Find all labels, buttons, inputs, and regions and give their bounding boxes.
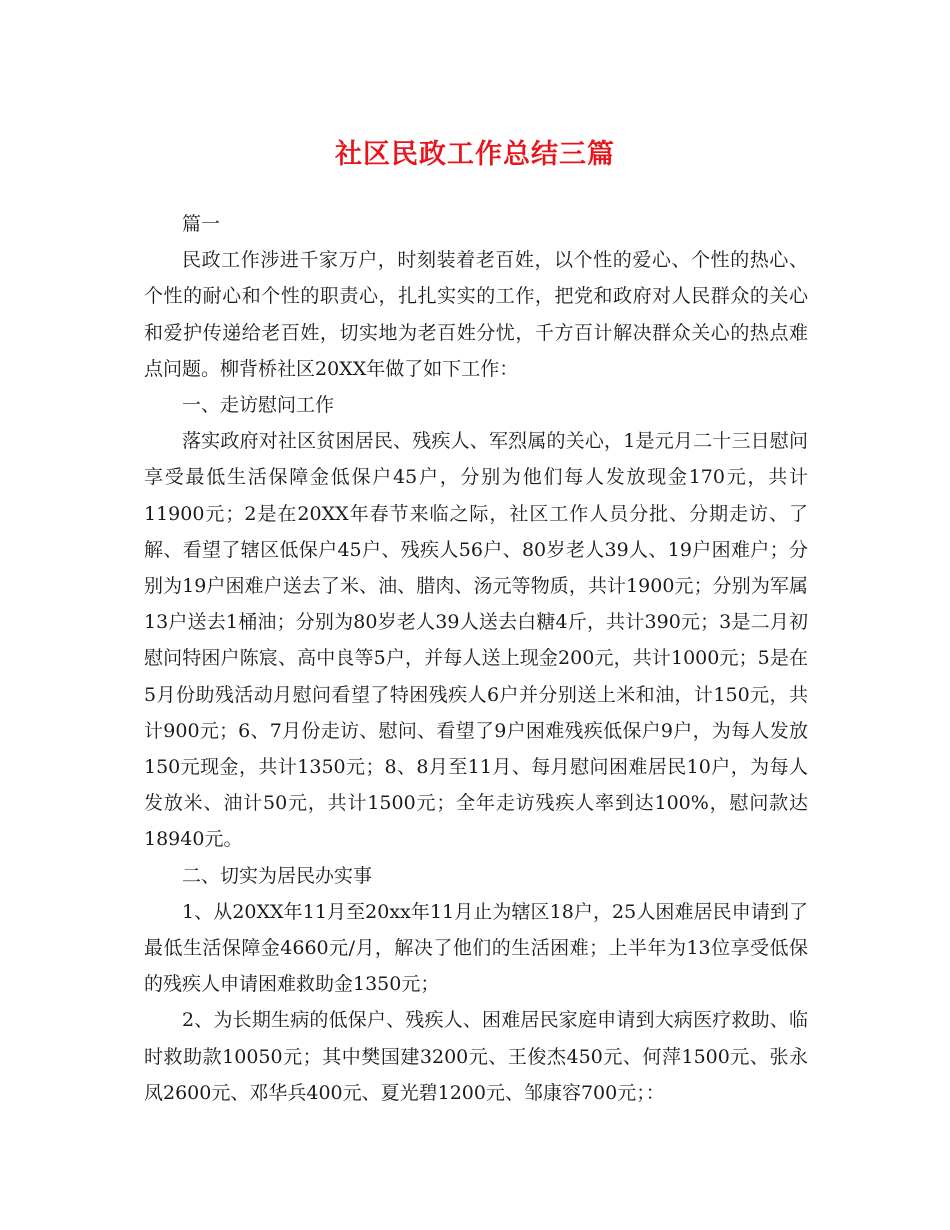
section-heading-visits: 一、走访慰问工作 bbox=[182, 394, 335, 417]
practical-work-item-1: 1、从20XX年11月至20xx年11月止为辖区18户，25人困难居民申请到了最低生活保障金4660元/月，解决了他们的生活困难；上半年为13位享受低保的残疾人申请困难救助金1350元； bbox=[144, 900, 808, 996]
document-title: 社区民政工作总结三篇 bbox=[335, 139, 615, 170]
document-body bbox=[144, 206, 808, 1111]
visits-paragraph: 落实政府对社区贫困居民、残疾人、军烈属的关心，1是元月二十三日慰问享受最低生活保障金低保户45户，分别为他们每人发放现金170元，共计11900元；2是在20XX年春节来临之际，社区工作人员分批、分期走访、了解、看望了辖区低保户45户、残疾人56户、80岁老人39人、19户困难户；分别为19户困难户送去了米、油、腊肉、汤元等物质，共计1900元；分别为军属13户送去1桶油；分别为80岁老人39人送去白糖4斤，共计390元；3是二月初慰问特困户陈宸、高中良等5户，并每人送上现金200元，共计1000元；5是在5月份助残活动月慰问看望了特困残疾人6户并分别送上米和油，计150元，共计900元；6、7月份走访、慰问、看望了9户困难残疾低保户9户，为每人发放150元现金，共计1350元；8、8月至11月、每月慰问困难居民10户，为每人发放米、油计50元，共计1500元；全年走访残疾人率到达100%，慰问款达18940元。 bbox=[144, 430, 808, 851]
intro-paragraph: 民政工作涉进千家万户，时刻装着老百姓，以个性的爱心、个性的热心、个性的耐心和个性的职责心，扎扎实实的工作，把党和政府对人民群众的关心和爱护传递给老百姓，切实地为老百姓分忧，千方百计解决群众关心的热点难点问题。柳背桥社区20XX年做了如下工作： bbox=[144, 249, 808, 380]
section-heading-part-one: 篇一 bbox=[182, 213, 221, 235]
practical-work-item-2: 2、为长期生病的低保户、残疾人、困难居民家庭申请到大病医疗救助、临时救助款10050元；其中樊国建3200元、王俊杰450元、何萍1500元、张永凤2600元、邓华兵400元、夏光碧1200元、邹康容700元；： bbox=[144, 1009, 808, 1104]
section-heading-practical-work: 二、切实为居民办实事 bbox=[182, 864, 373, 887]
